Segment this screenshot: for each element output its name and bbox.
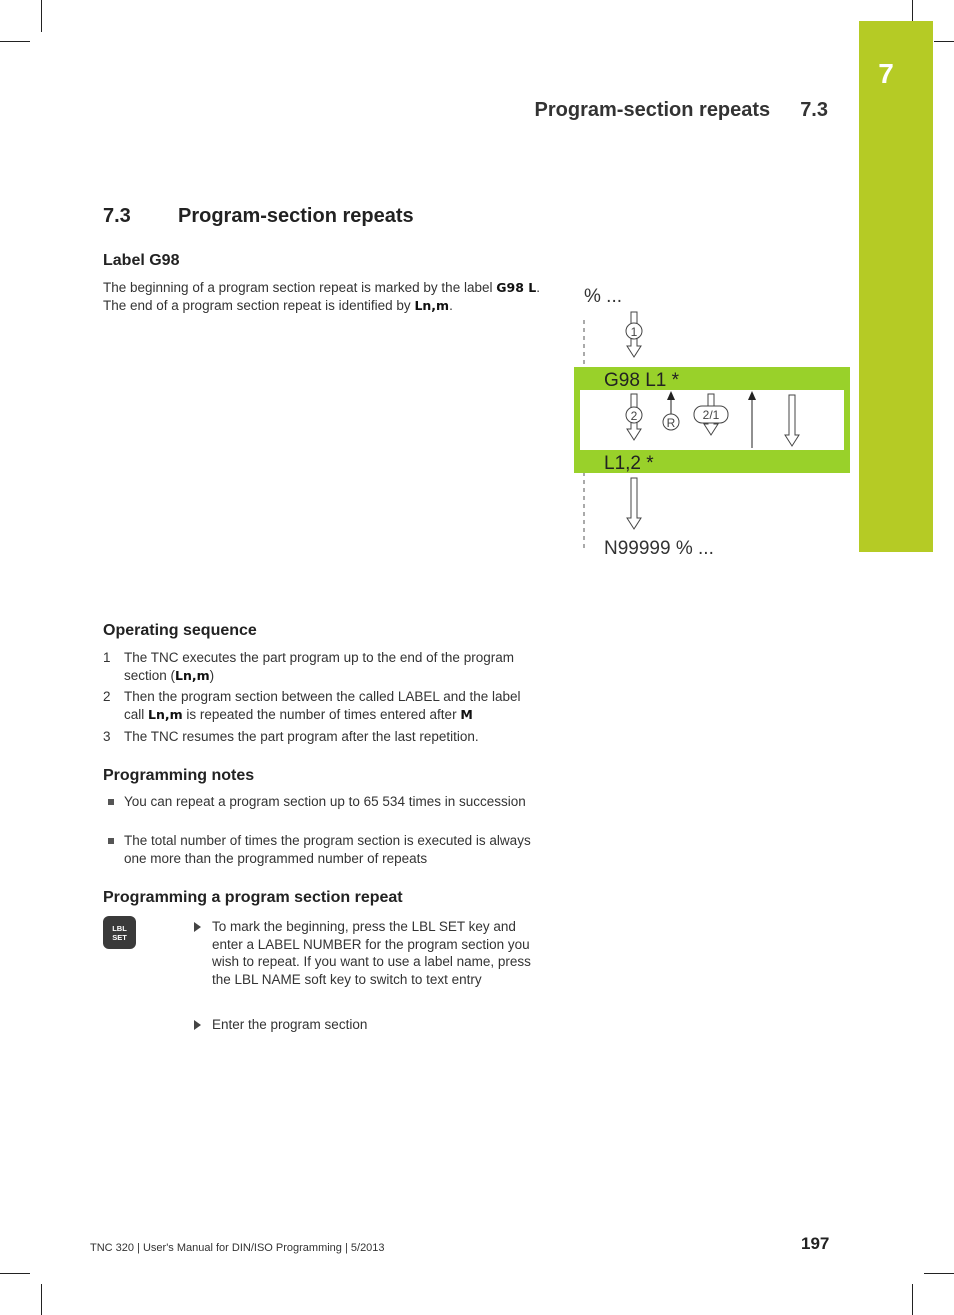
paragraph-text: . The end of a program section repeat is identified by (103, 280, 540, 313)
diagram-end-label: N99999 % ... (604, 538, 714, 559)
diagram-start-label: % ... (584, 286, 623, 307)
footer-text: TNC 320 | User's Manual for DIN/ISO Programming | 5/2013 (90, 1242, 385, 1254)
list-text: The TNC resumes the part program after the last repetition. (124, 729, 479, 744)
operating-sequence-heading: Operating sequence (103, 622, 257, 639)
crop-mark (41, 0, 42, 32)
crop-mark (0, 1273, 30, 1274)
running-header-title: Program-section repeats (534, 99, 771, 121)
list-number: 3 (103, 729, 111, 744)
diagram-label-line: G98 L1 * (604, 370, 679, 391)
code-label: Ln,m (414, 297, 450, 313)
bullet-square-icon (108, 799, 114, 805)
code-label: Ln,m (148, 706, 183, 722)
running-header (535, 99, 828, 122)
list-number: 2 (103, 689, 111, 704)
marker-21: 2/1 (702, 408, 720, 422)
chapter-tab (859, 21, 933, 552)
text-run: The TNC executes the part program up to the end of the program section ( (124, 650, 514, 683)
paragraph-text: The beginning of a program section repeat is marked by the label (103, 280, 497, 295)
list-text (124, 649, 544, 684)
section-heading (103, 205, 414, 228)
list-number: 1 (103, 650, 111, 665)
marker-2: 2 (630, 409, 638, 423)
code-label: M (460, 706, 473, 722)
chapter-number: 7 (878, 58, 894, 89)
running-header-number: 7.3 (800, 99, 828, 121)
crop-mark (924, 1273, 954, 1274)
list-text (124, 688, 544, 723)
repeat-diagram (570, 280, 855, 570)
programming-notes-heading: Programming notes (103, 767, 255, 784)
key-label-line2: SET (112, 932, 127, 942)
bullet-square-icon (108, 838, 114, 844)
step-arrow-icon (194, 922, 201, 932)
bullet-text: You can repeat a program section up to 65 534 times in succession (124, 794, 526, 809)
crop-mark (912, 1284, 913, 1315)
diagram-call-line: L1,2 * (604, 453, 654, 474)
crop-mark (912, 0, 913, 22)
code-label: G98 L (496, 280, 537, 295)
section-number: 7.3 (103, 205, 131, 227)
arrow-down-icon (627, 478, 641, 529)
section-title: Program-section repeats (178, 205, 414, 227)
programming-repeat-heading: Programming a program section repeat (103, 889, 403, 906)
label-g98-paragraph (103, 279, 543, 314)
step-text: Enter the program section (212, 1017, 368, 1032)
crop-mark (934, 41, 954, 42)
code-label: Ln,m (175, 667, 210, 683)
text-run: ) (209, 667, 215, 683)
marker-r: R (666, 416, 676, 430)
paragraph-text: . (449, 297, 453, 313)
crop-mark (41, 1284, 42, 1315)
step-text: To mark the beginning, press the LBL SET key and enter a LABEL NUMBER for the program section you wish to repeat. If you want to use a label name, press the LBL NAME soft key to switch to text entry (212, 919, 531, 987)
lbl-set-key-icon (103, 916, 136, 949)
marker-1: 1 (630, 325, 638, 339)
text-run: is repeated the number of times entered after (182, 706, 461, 722)
key-label-line1: LBL (112, 923, 127, 933)
bullet-text: The total number of times the program section is executed is always one more than the programmed number of repeats (124, 833, 531, 866)
step-arrow-icon (194, 1020, 201, 1030)
label-g98-heading: Label G98 (103, 252, 180, 269)
text-run: Then the program section between the called LABEL and the label call (124, 689, 521, 722)
page-number: 197 (801, 1234, 830, 1253)
crop-mark (0, 41, 30, 42)
